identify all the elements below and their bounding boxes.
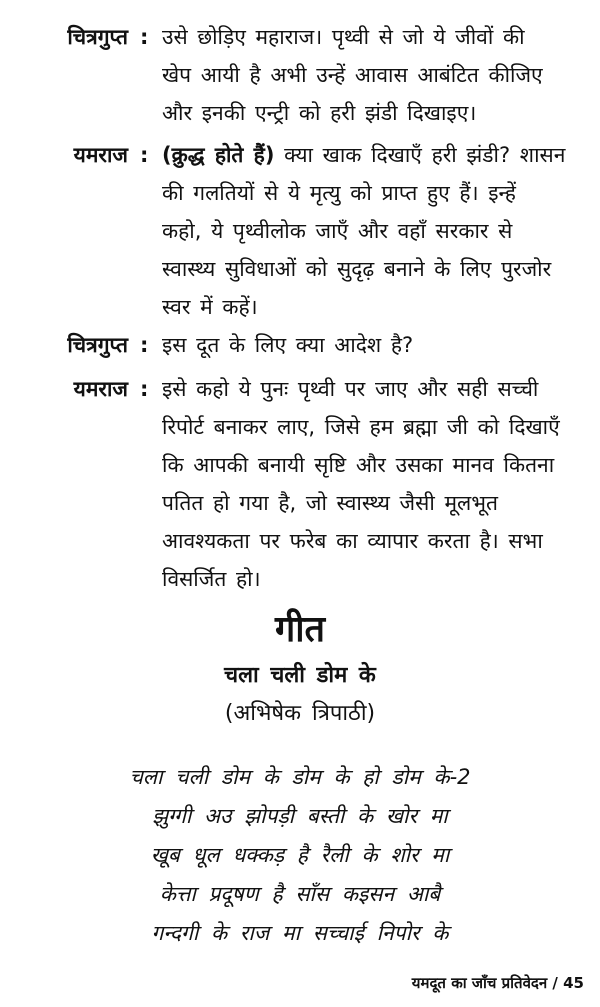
speech-text bbox=[162, 136, 586, 326]
verse-line: चला चली डोम के डोम के हो डोम के-2 bbox=[129, 765, 471, 789]
speech-text bbox=[162, 18, 586, 132]
speech-line: रिपोर्ट बनाकर लाए, जिसे हम ब्रह्मा जी को दिखाएँ bbox=[162, 415, 560, 439]
speaker-colon: : bbox=[140, 143, 149, 167]
speaker-name: चित्रगुप्त bbox=[67, 25, 128, 49]
verse-line: झुग्गी अउ झोपड़ी बस्ती के खोर मा bbox=[152, 804, 448, 828]
speech-line: उसे छोड़िए महाराज। पृथ्वी से जो ये जीवों की bbox=[162, 25, 525, 49]
speaker-name: चित्रगुप्त bbox=[67, 333, 128, 357]
speech-line: स्वर में कहें। bbox=[162, 295, 258, 319]
speech-text bbox=[162, 326, 586, 364]
speech-line: आवश्यकता पर फरेब का व्यापार करता है। सभा bbox=[162, 529, 543, 553]
speech-line: खेप आयी है अभी उन्हें आवास आबंटित कीजिए bbox=[162, 63, 543, 87]
verse-line: खूब धूल धक्कड़ है रैली के शोर मा bbox=[150, 843, 450, 867]
song-verse bbox=[0, 758, 600, 953]
song-subtitle: चला चली डोम के bbox=[224, 663, 376, 688]
speech-line: इस दूत के लिए क्या आदेश है? bbox=[162, 333, 414, 357]
speech-line: विसर्जित हो। bbox=[162, 567, 261, 591]
speech-line: कि आपकी बनायी सृष्टि और उसका मानव कितना bbox=[162, 453, 555, 477]
speaker-colon: : bbox=[140, 25, 149, 49]
speech-line: पतित हो गया है, जो स्वास्थ्य जैसी मूलभूत bbox=[162, 491, 498, 515]
verse-line: गन्दगी के राज मा सच्चाई निपोर के bbox=[151, 921, 449, 945]
stage-direction: (क्रुद्ध होते हैं) bbox=[162, 143, 275, 167]
speech-line: और इनकी एन्ट्री को हरी झंडी दिखाइए। bbox=[162, 101, 477, 125]
song-heading: गीत bbox=[274, 609, 326, 650]
speech-line: इसे कहो ये पुनः पृथ्वी पर जाए और सही सच्ची bbox=[162, 377, 539, 401]
page-footer: यमदूत का जाँच प्रतिवेदन / 45 bbox=[411, 974, 584, 992]
speaker-name: यमराज bbox=[73, 143, 128, 167]
speech-text bbox=[162, 370, 586, 598]
verse-line: केत्ता प्रदूषण है साँस कइसन आबै bbox=[159, 882, 441, 906]
speech-line: कहो, ये पृथ्वीलोक जाएँ और वहाँ सरकार से bbox=[162, 219, 513, 243]
song-author: (अभिषेक त्रिपाठी) bbox=[224, 701, 376, 726]
speaker-name: यमराज bbox=[73, 377, 128, 401]
speech-line-text: क्या खाक दिखाएँ हरी झंडी? शासन bbox=[284, 143, 566, 167]
speech-line: स्वास्थ्य सुविधाओं को सुदृढ़ बनाने के लिए पुरजोर bbox=[162, 257, 552, 281]
speech-line: की गलतियों से ये मृत्यु को प्राप्त हुए हैं। इन्हें bbox=[162, 181, 516, 205]
speaker-colon: : bbox=[140, 333, 149, 357]
speaker-colon: : bbox=[140, 377, 149, 401]
speech-line bbox=[162, 136, 586, 174]
